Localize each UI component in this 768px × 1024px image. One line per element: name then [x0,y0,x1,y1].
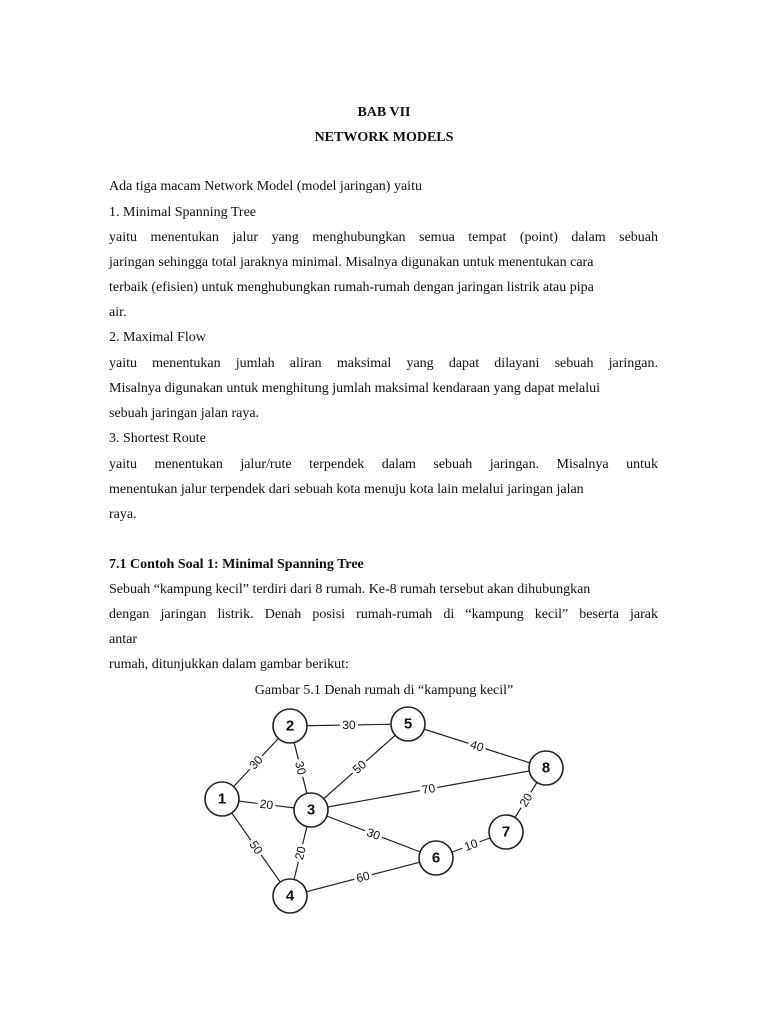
edge-weight-label: 20 [259,796,274,813]
edge-weight-label: 40 [468,737,486,755]
edge-weight-label: 20 [516,790,536,810]
section-line: Sebuah “kampung kecil” terdiri dari 8 rumah. Ke-8 rumah tersebut akan dihubungkan [109,582,591,597]
section-line: rumah, ditunjukkan dalam gambar berikut: [109,657,349,672]
figure-caption: Gambar 5.1 Denah rumah di “kampung kecil” [254,683,514,698]
node-label: 1 [217,790,227,808]
edge-weight-label: 30 [292,759,309,777]
item2-title: 2. Maximal Flow [109,330,206,345]
edge-weight-label: 60 [354,868,372,886]
edge-weight-label: 20 [292,844,309,862]
node-label: 4 [285,887,295,905]
section-line: antar [109,632,137,647]
edge-weight-label: 50 [246,838,266,857]
node-label: 7 [501,823,511,841]
node-label: 3 [306,801,316,819]
item3-line: menentukan jalur terpendek dari sebuah kota menuju kota lain melalui jaringan jalan [109,482,584,497]
item1-line: air. [109,305,127,320]
node-label: 2 [285,717,295,735]
item3-title: 3. Shortest Route [109,431,206,446]
chapter-heading: BAB VII [357,105,411,120]
item2-line: Misalnya digunakan untuk menghitung jumlah maksimal kendaraan yang dapat melalui [109,381,601,396]
item1-line: yaitu menentukan jalur yang menghubungkan semua tempat (point) dalam sebuah [109,230,658,245]
item3-line: raya. [109,507,137,522]
section-title: 7.1 Contoh Soal 1: Minimal Spanning Tree [109,557,364,572]
item2-line: sebuah jaringan jalan raya. [109,406,260,421]
item1-line: terbaik (efisien) untuk menghubungkan rumah-rumah dengan jaringan listrik atau pipa [109,280,594,295]
chapter-title: NETWORK MODELS [314,130,454,145]
item1-line: jaringan sehingga total jaraknya minimal. Misalnya digunakan untuk menentukan cara [109,255,594,270]
edge-weight-label: 30 [342,717,356,733]
edge-weight-label: 70 [420,780,437,798]
edge-weight-label: 50 [349,757,370,777]
item3-line: yaitu menentukan jalur/rute terpendek dalam sebuah jaringan. Misalnya untuk [109,457,658,472]
edge-weight-label: 10 [462,836,480,854]
section-line: dengan jaringan listrik. Denah posisi rumah-rumah di “kampung kecil” beserta jarak [109,607,658,622]
node-label: 6 [431,849,441,867]
edge-weight-label: 30 [364,825,383,843]
item1-title: 1. Minimal Spanning Tree [109,205,257,220]
node-label: 8 [541,759,551,777]
node-label: 5 [403,715,413,733]
edge-weight-label: 30 [246,752,266,773]
intro-lead: Ada tiga macam Network Model (model jaringan) yaitu [109,179,422,194]
item2-line: yaitu menentukan jumlah aliran maksimal yang dapat dilayani sebuah jaringan. [109,356,658,371]
edges-layer [222,715,546,896]
